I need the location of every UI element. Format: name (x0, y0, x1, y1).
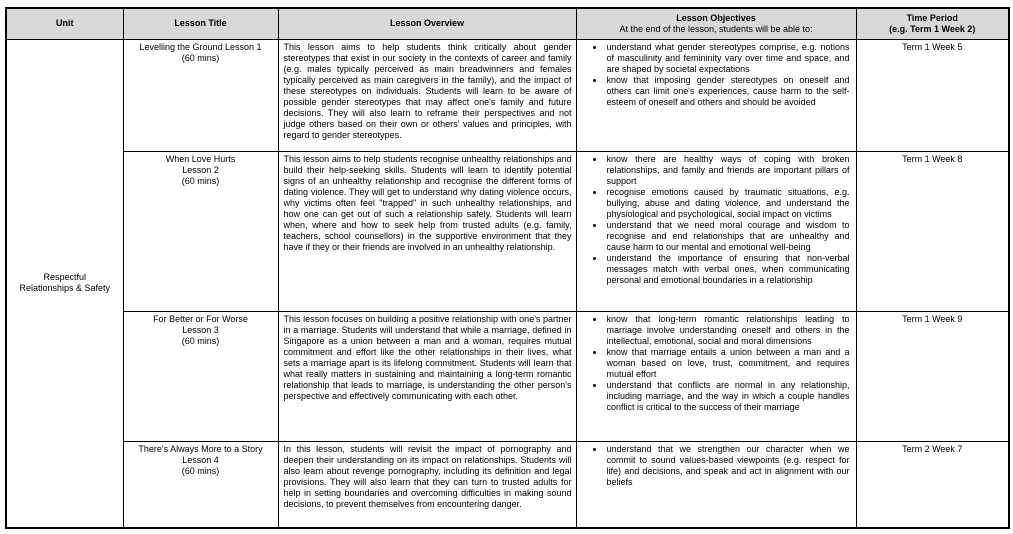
lesson-title-cell (123, 39, 278, 151)
time-period-header-subtitle: (e.g. Term 1 Week 2) (889, 23, 976, 34)
column-header-lesson-objectives (576, 8, 856, 39)
lesson-objectives-header-title: Lesson Objectives (676, 12, 756, 23)
objectives-list (577, 42, 850, 108)
lesson-overview-cell: This lesson aims to help students recognise unhealthy relationships and build their help-seeking skills. Students will learn to identify potential signs of an unhealthy relationship and recognise the different forms of dating violence. They will get to understand why dating violence occurs, why victims often feel "trapped" in such unhealthy relationships, and how one can get out of such a relationship safely. Students will learn when, where and how to seek help from trusted adults (e.g. family, teachers, school counsellors) in the supportive environment that they have if they or their friends are involved in an unhealthy relationship. (278, 151, 576, 311)
table-row-lesson-2 (6, 151, 1009, 311)
lesson-title-line: There's Always More to a Story (138, 443, 263, 454)
lesson-number: Lesson 3 (182, 324, 219, 335)
objective-item: • understand the importance of ensuring that non-verbal messages match with verbal ones, when communicating personal and emotional boundaries in a relationship (605, 253, 850, 286)
objective-item: • understand that we strengthen our character when we commit to sound values-based viewpoints (e.g. respect for life) and decisions, and speak and act in alignment with our beliefs (605, 444, 850, 488)
column-header-unit: Unit (6, 8, 123, 39)
lesson-overview-cell: This lesson focuses on building a positive relationship with one's partner in a marriage. Students will understand that while a marriage, defined in Singapore as a union between a man and a woman, requires mutual commitment and effort like the other relationships in their lives, what sets a marriage apart is its lifelong commitment. Students will learn that what really matters in sustaining and maintaining a long-term romantic relationship that leads to marriage, is understanding the other person's perspective and effectively communicating with each other. (278, 311, 576, 441)
objective-item: • understand that we need moral courage and wisdom to recognise and end relationships that are unhealthy and cause harm to our mental and emotional well-being (605, 220, 850, 253)
lesson-title-line: Levelling the Ground Lesson 1 (139, 41, 262, 52)
time-period-cell: Term 2 Week 7 (856, 441, 1009, 528)
lesson-duration: (60 mins) (181, 335, 220, 346)
objective-item: • understand that conflicts are normal in any relationship, including marriage, and the way in which a couple handles conflict is critical to the success of their marriage (605, 380, 850, 413)
time-period-cell: Term 1 Week 5 (856, 39, 1009, 151)
objective-item: • recognise emotions caused by traumatic situations, e.g. bullying, abuse and dating violence, and understand the physiological and psychological, social impact on victims (605, 187, 850, 220)
table-row-lesson-4 (6, 441, 1009, 528)
lesson-overview-cell: This lesson aims to help students think critically about gender stereotypes that exist in our society in the contexts of career and family (e.g. males typically perceived as main breadwinners and females typically perceived as main caregivers in the family), and the impact of these stereotypes on individuals. Students will learn to be aware of possible gender stereotypes that may affect one's family and future decisions. They will also learn to reframe their perspectives and not judge others based on their own or others' values and principles, with regard to gender stereotypes. (278, 39, 576, 151)
lesson-duration: (60 mins) (181, 465, 220, 476)
table-row-lesson-3 (6, 311, 1009, 441)
lesson-objectives-cell (576, 151, 856, 311)
time-period-header-title: Time Period (906, 12, 958, 23)
lesson-objectives-header-subtitle: At the end of the lesson, students will be able to: (619, 23, 813, 34)
header-row (6, 8, 1009, 39)
time-period-cell: Term 1 Week 9 (856, 311, 1009, 441)
lesson-number: Lesson 4 (182, 454, 219, 465)
column-header-lesson-title: Lesson Title (123, 8, 278, 39)
lesson-number: Lesson 2 (182, 164, 219, 175)
lesson-title-line: For Better or For Worse (153, 313, 248, 324)
table-row-lesson-1 (6, 39, 1009, 151)
lesson-overview-cell: In this lesson, students will revisit the impact of pornography and deepen their understanding on its impact on relationships. Students will also learn about revenge pornography, including its definition and legal provisions. They will also learn that they can turn to trusted adults for help in setting boundaries and overcoming difficulties in making sound decisions, to prevent themselves from encountering danger. (278, 441, 576, 528)
lesson-duration: (60 mins) (181, 52, 220, 63)
objective-item: • understand what gender stereotypes comprise, e.g. notions of masculinity and femininity vary over time and space, and are shaped by societal expectations (605, 42, 850, 75)
lesson-objectives-cell (576, 441, 856, 528)
unit-cell: Respectful Relationships & Safety (6, 39, 123, 528)
objective-item: • know that long-term romantic relationships leading to marriage involve understanding oneself and others in the intellectual, emotional, social and moral dimensions (605, 314, 850, 347)
lesson-title-cell (123, 441, 278, 528)
objective-item: • know that imposing gender stereotypes on oneself and others can limit one's experiences, cause harm to the self-esteem of oneself and others and should be avoided (605, 75, 850, 108)
objectives-list (577, 314, 850, 413)
lesson-title-cell (123, 151, 278, 311)
column-header-time-period (856, 8, 1009, 39)
lesson-duration: (60 mins) (181, 175, 220, 186)
column-header-lesson-overview: Lesson Overview (278, 8, 576, 39)
time-period-cell: Term 1 Week 8 (856, 151, 1009, 311)
lesson-title-cell (123, 311, 278, 441)
objective-item: • know that marriage entails a union between a man and a woman based on love, trust, commitment, and requires mutual effort (605, 347, 850, 380)
lesson-title-line: When Love Hurts (165, 153, 236, 164)
objectives-list (577, 444, 850, 488)
objective-item: • know there are healthy ways of coping with broken relationships, and family and friends are important pillars of support (605, 154, 850, 187)
lesson-objectives-cell (576, 311, 856, 441)
lesson-plan-table (5, 7, 1010, 529)
objectives-list (577, 154, 850, 286)
lesson-objectives-cell (576, 39, 856, 151)
